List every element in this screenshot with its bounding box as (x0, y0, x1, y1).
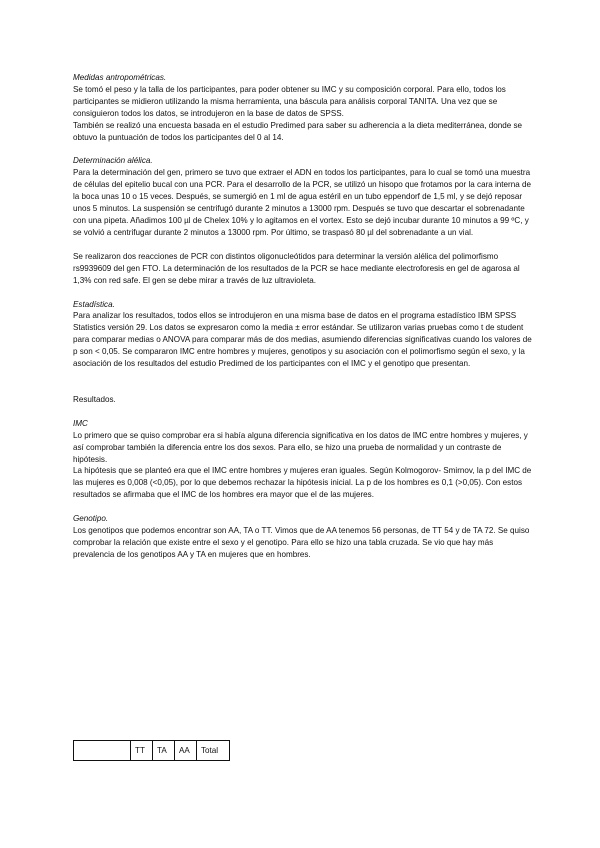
section-estadistica (73, 299, 533, 370)
paragraph: Los genotipos que podemos encontrar son AA, TA o TT. Vimos que de AA tenemos 56 personas, de TT 54 y de TA 72. Se quiso comprobar la relación que existe entre el sexo y el genotipo. Para ello se hizo una tabla cruzada. Se vio que hay más prevalencia de los genotipos AA y TA en mujeres que en hombres. (73, 526, 530, 559)
section-determinacion (73, 155, 533, 286)
table-header-cell: Total (197, 741, 230, 761)
paragraph: Se realizaron dos reacciones de PCR con distintos oligonucleótidos para determinar la versión alélica del polimorfismo rs9939609 del gen FTO. La determinación de los resultados de la PCR se hace mediante electroforesis en gel de agarosa al 1,3% con red safe. El gen se debe mirar a través de luz ultravioleta. (73, 251, 520, 285)
paragraph: Para la determinación del gen, primero se tuvo que extraer el ADN en todos los participantes, para lo cual se tomó una muestra de células del epitelio bucal con una PCR. Para el desarrollo de la PCR, se utilizó un hisopo que frotamos por la cara interna de la boca unas 10 o 15 veces. Después, se sumergió en 1 ml de agua estéril en un tubo eppendorf de 1,5 ml, y se dejó reposar unos 5 minutos. La suspensión se centrifugó durante 2 minutos a 13000 rpm. Después se tuvo que descartar el sobrenadante con una pipeta. Añadimos 100 µl de Chelex 10% y lo agitamos en el vortex. Esto se dejó incubar durante 10 minutos a 99 ºC, y se volvió a centrifugar durante 2 minutos a 13000 rpm. Por último, se traspasó 80 µl del sobrenadante a un vial. (73, 168, 532, 237)
section-medidas (73, 72, 533, 143)
paragraph: Se tomó el peso y la talla de los participantes, para poder obtener su IMC y su composición corporal. Para ello, todos los participantes se midieron utilizando la misma herramienta, una báscula para análisis corporal TANITA. Una vez que se consiguieron todos los datos, se introdujeron en la base de datos de SPSS. (73, 84, 506, 118)
paragraph: También se realizó una encuesta basada en el estudio Predimed para saber su adherencia a la dieta mediterránea, donde se obtuvo la puntuación de todos los participantes del 0 al 14. (73, 120, 523, 142)
genotype-table (73, 740, 230, 761)
section-imc (73, 418, 533, 501)
table-header-cell: TA (153, 741, 175, 761)
paragraph: La hipótesis que se planteó era que el IMC entre hombres y mujeres eran iguales. Según Kolmogorov- Smirnov, la p del IMC de las mujeres es 0,008 (<0,05), por lo que debemos rechazar la hipótesis inicial. La p de los hombres es 0,1 (>0,05). Con estos resultados se afirmaba que el IMC de los hombres era mayor que el de las mujeres. (73, 466, 532, 500)
table-header-cell (74, 741, 131, 761)
table-header-row (74, 741, 230, 761)
section-heading: Estadística. (73, 299, 115, 309)
table-header-cell: AA (175, 741, 197, 761)
paragraph: Lo primero que se quiso comprobar era si había alguna diferencia significativa en los datos de IMC entre hombres y mujeres, y así comprobar también la diferencia entre los dos sexos. Para ello, se hizo una prueba de normalidad y un contraste de hipótesis. (73, 430, 528, 464)
table-header-cell: TT (131, 741, 153, 761)
document-page (73, 72, 533, 561)
section-heading: Medidas antropométricas. (73, 73, 167, 82)
section-heading: Determinación alélica. (73, 156, 153, 166)
section-heading: IMC (73, 418, 88, 428)
section-heading: Genotipo. (73, 514, 109, 524)
paragraph: Para analizar los resultados, todos ellos se introdujeron en una misma base de datos en el programa estadístico IBM SPSS Statistics versión 29. Los datos se expresaron como la media ± error estándar. Se utilizaron varias pruebas como t de student para comparar medias o ANOVA para comparar más de dos medias, asumiendo diferencias significativas cuando los valores de p son < 0,05. Se compararon IMC entre hombres y mujeres, genotipos y su asociación con el polimorfismo según el sexo, y la asociación de los resultados del estudio Predimed de los participantes con el IMC y el genotipo que presentan. (73, 311, 532, 369)
results-title: Resultados. (73, 394, 116, 404)
section-genotipo (73, 513, 533, 561)
